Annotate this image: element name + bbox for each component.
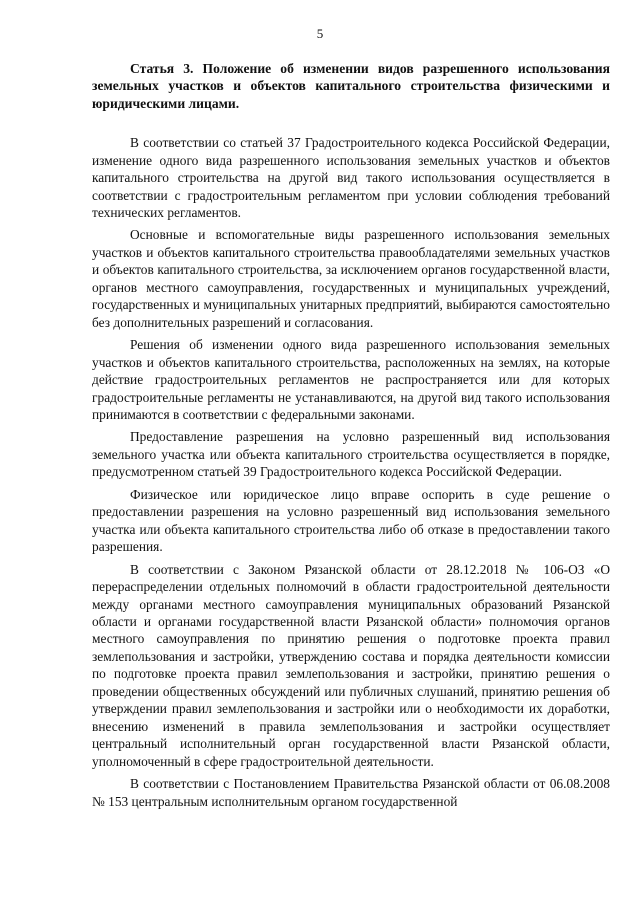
document-body: [92, 60, 610, 810]
paragraph-4: Предоставление разрешения на условно разрешенный вид использования земельного участка или объекта капитального строительства осуществляется в порядке, предусмотренном статьей 39 Градостроительного кодекса Российской Федерации.: [92, 429, 610, 480]
paragraph-2: Основные и вспомогательные виды разрешенного использования земельных участков и объектов капитального строительства правообладателями земельных участков и объектов капитального строительства, за исключением органов государственной власти, органов местного самоуправления, государственных и муниципальных учреждений, государственных и муниципальных унитарных предприятий, выбираются самостоятельно без дополнительных разрешений и согласования.: [92, 227, 610, 330]
page-number: 5: [316, 26, 324, 41]
paragraph-1: В соответствии со статьей 37 Градостроительного кодекса Российской Федерации, изменение одного вида разрешенного использования земельных участков и объектов капитального строительства на другой вид такого использования осуществляется в соответствии с градостроительным регламентом при условии соблюдения требований технических регламентов.: [92, 135, 610, 221]
paragraph-7: В соответствии с Постановлением Правительства Рязанской области от 06.08.2008 № 153 центральным исполнительным органом государственной: [92, 776, 610, 809]
paragraph-6: В соответствии с Законом Рязанской области от 28.12.2018 № 106-ОЗ «О перераспределении отдельных полномочий в области градостроительной деятельности между органами местного самоуправления муниципальных образований Рязанской области и органами государственной власти Рязанской области» полномочия органов местного самоуправления по принятию решения о подготовке проекта правил землепользования и застройки, утверждению состава и порядка деятельности комиссии по подготовке проекта правил землепользования и застройки, принятию решения о проведении общественных обсуждений или публичных слушаний, принятию решения об утверждении правил землепользования и застройки или о необходимости их доработки, внесению изменений в правила землепользования и застройки осуществляет центральный исполнительный орган государственной власти Рязанской области, уполномоченный в сфере градостроительной деятельности.: [92, 561, 610, 769]
paragraph-3: Решения об изменении одного вида разрешенного использования земельных участков и объектов капитального строительства, расположенных на землях, на которые действие градостроительных регламентов не распространяется или для которых градостроительные регламенты не устанавливаются, на другой вид такого использования принимаются в соответствии с федеральными законами.: [92, 337, 610, 423]
paragraph-5: Физическое или юридическое лицо вправе оспорить в суде решение о предоставлении разрешения на условно разрешенный вид использования земельного участка или объекта капитального строительства либо об отказе в предоставлении такого разрешения.: [92, 486, 610, 555]
article-heading: Статья 3. Положение об изменении видов разрешенного использования земельных участков и объектов капитального строительства физическими и юридическими лицами.: [92, 61, 610, 111]
